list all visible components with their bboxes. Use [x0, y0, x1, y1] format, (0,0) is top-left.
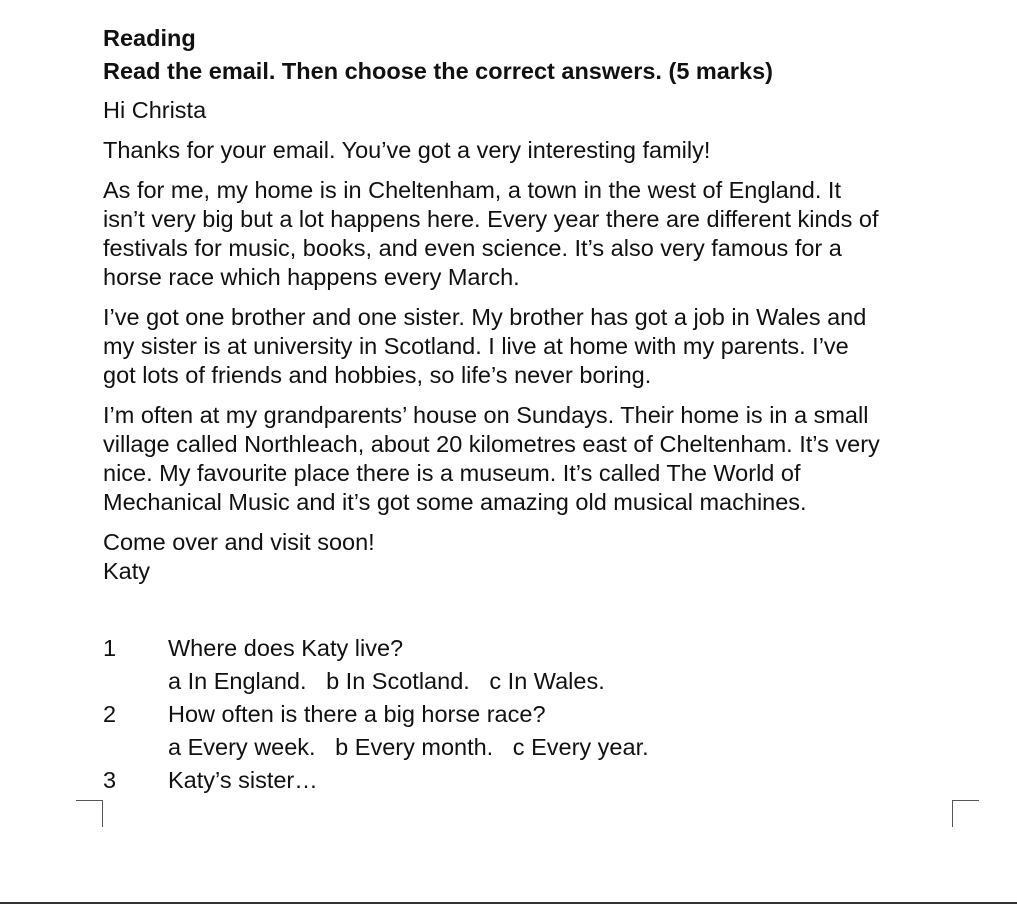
question-item [103, 764, 903, 797]
answer-options: a Every week. b Every month. c Every year. [168, 734, 649, 760]
email-paragraph-3 [103, 303, 963, 390]
question-number: 3 [103, 767, 117, 793]
text-line: Thanks for your email. You’ve got a very interesting family! [103, 137, 711, 163]
text-line: my sister is at university in Scotland. I live at home with my parents. I’ve [103, 333, 849, 359]
email-paragraph-4 [103, 401, 963, 517]
reading-content [103, 24, 963, 586]
question-number: 2 [103, 701, 117, 727]
question-text: Where does Katy live? [168, 635, 404, 661]
page-margin-corner-right [952, 800, 979, 827]
email-signoff [103, 528, 963, 586]
question-item [103, 632, 903, 665]
email-paragraph-1 [103, 136, 963, 165]
question-text: Katy’s sister… [168, 767, 318, 793]
text-line: As for me, my home is in Cheltenham, a town in the west of England. It [103, 177, 841, 203]
section-title: Reading [103, 25, 196, 51]
email-paragraph-2 [103, 176, 963, 292]
text-line: Mechanical Music and it’s got some amazing old musical machines. [103, 489, 807, 515]
question-list [103, 632, 903, 797]
page-bottom-edge [0, 902, 1017, 904]
page-margin-corner-left [76, 800, 103, 827]
instruction-text: Read the email. Then choose the correct answers. (5 marks) [103, 58, 773, 84]
email-signature: Katy [103, 558, 151, 584]
text-line: nice. My favourite place there is a museum. It’s called The World of [103, 460, 801, 486]
text-line: festivals for music, books, and even science. It’s also very famous for a [103, 235, 842, 261]
text-line: isn’t very big but a lot happens here. Every year there are different kinds of [103, 206, 879, 232]
question-item [103, 698, 903, 731]
email-greeting: Hi Christa [103, 97, 207, 123]
text-line: horse race which happens every March. [103, 264, 520, 290]
email-closing: Come over and visit soon! [103, 529, 375, 555]
text-line: got lots of friends and hobbies, so life’s never boring. [103, 362, 652, 388]
text-line: village called Northleach, about 20 kilometres east of Cheltenham. It’s very [103, 431, 880, 457]
text-line: I’m often at my grandparents’ house on Sundays. Their home is in a small [103, 402, 869, 428]
text-line: I’ve got one brother and one sister. My brother has got a job in Wales and [103, 304, 867, 330]
answer-options: a In England. b In Scotland. c In Wales. [168, 668, 605, 694]
question-number: 1 [103, 635, 117, 661]
question-text: How often is there a big horse race? [168, 701, 546, 727]
